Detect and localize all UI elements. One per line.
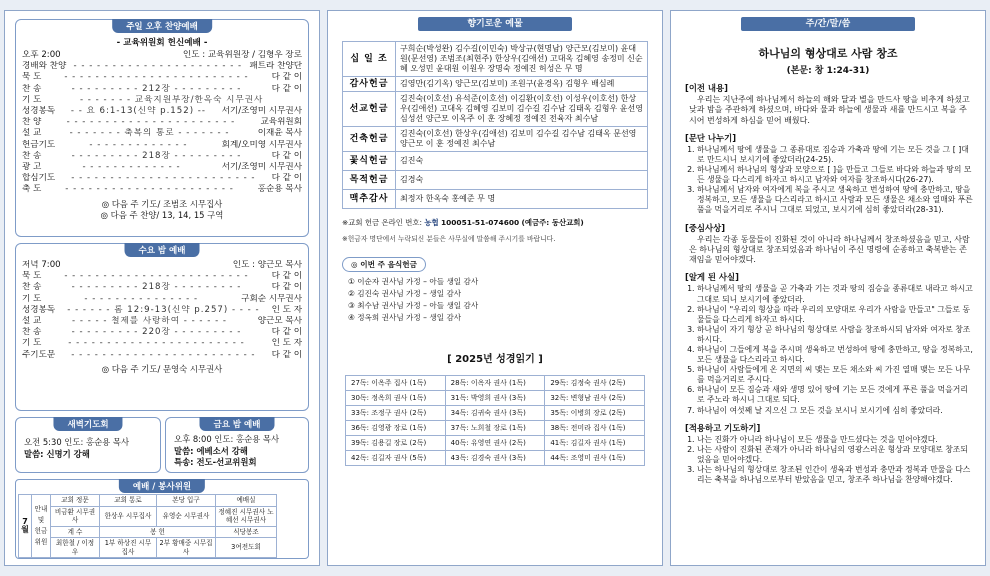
sunday-note-2: ◎ 다음 주 찬양/ 13, 14, 15 구역: [100, 210, 224, 221]
offering-row: 십 일 조 구희순(박성완) 김수길(이민숙) 박상규(현명남) 양근모(김보미) 윤대원(문선영) 조범조(최현주) 한상우(김애선) 고대옥 김혜영 송정미 신순혜 오성민 윤대원 이원우 장명숙 정예진 허성은 무 명: [343, 42, 648, 77]
order-line: 저녁 7:00 인도 : 양근모 목사: [22, 260, 302, 270]
entrance-volunteer: 유영순 시무권사: [157, 506, 216, 526]
sunday-order: [22, 50, 302, 195]
order-line: 찬 송 - - - - - - - - - 220장 - - - - - - - - - 다 같 이: [22, 327, 302, 338]
col-kitchen: 식당봉조: [216, 526, 277, 538]
meal-title: ◎ 이번 주 음식헌금: [342, 257, 426, 272]
friday-line-2: 말씀: 에베소서 강해: [174, 445, 248, 456]
meal-item: ② 김진숙 권사님 가정 – 생일 감사: [348, 289, 462, 298]
col-gate: 교회 정문: [51, 495, 100, 507]
order-line: 기 도 - - - - - - - - - - - - - - - 구회순 시무권사: [22, 293, 302, 304]
dawn-line-2: 말씀: 신명기 강해: [24, 449, 90, 459]
offerings-table: [342, 41, 648, 209]
meal-item: ③ 최수남 권사님 가정 – 아들 생일 감사: [348, 301, 479, 310]
sunday-note-1: ◎ 다음 주 기도/ 조범조 시무집사: [101, 199, 223, 210]
meal-item: ④ 정옥희 권사님 가정 – 생일 감사: [348, 313, 462, 322]
section-apply: [적용하고 기도하기]: [685, 422, 761, 433]
service-volunteers-title: 예배 / 봉사위원: [119, 479, 205, 493]
offerings-title: 향기로운 예물: [418, 17, 572, 31]
counting-volunteer: 최한철 / 이정우: [51, 538, 100, 558]
order-line: 찬 송 - - - - - - - - - 218장 - - - - - - - - - 다 같 이: [22, 150, 302, 161]
order-line: 합심기도 - - - - - - - - - - - - - - - - - - - - - - - - 다 같 이: [22, 173, 302, 184]
offering-row: 목적헌금 김경숙: [343, 171, 648, 190]
reading-row: 27독: 이옥주 집사 (1독) 28독: 이옥자 권사 (1독) 29독: 김정숙 권사 (2독): [346, 376, 645, 391]
offering-row: 감사헌금 김영만(김기옥) 양근모(김보미) 조원구(윤경옥) 김형우 배심례: [343, 77, 648, 92]
volunteers-table: [18, 494, 277, 558]
order-line: 축 도 - - - - - - - - - - - - - - - - - - - - - - 홍순용 목사: [22, 184, 302, 195]
kitchen-volunteer: 3여전도회: [216, 538, 277, 558]
order-line: 광 고 - - - - - - - - - - - - - 서기/조영미 시무권사: [22, 161, 302, 172]
service-volunteers-box: [15, 479, 309, 559]
offering-row: 맥추감사 최정자 한옥숙 홍예준 무 명: [343, 190, 648, 209]
reading-row: 36독: 김영광 장로 (1독) 37독: 노희철 장로 (1독) 38독: 전미라 집사 (1독): [346, 421, 645, 436]
sunday-service-box: [15, 19, 309, 237]
section-previous: [이전 내용]: [685, 83, 728, 93]
account-info: ※교회 헌금 온라인 번호: 농협 100051-51-074600 (예금주: 동산교회): [342, 218, 584, 227]
order-line: 주기도문 - - - - - - - - - - - - - - - - - - - - - - - - 다 같 이: [22, 349, 302, 360]
hall-volunteer: 한상우 시무집사: [100, 506, 157, 526]
list-item: 1. 하나님께서 땅의 생물을 곧 가축과 기는 것과 땅의 짐승을 종류대로 내라고 하시고 그대로 되니 보시기에 좋았더라.: [697, 284, 973, 304]
col-counting: 계 수: [51, 526, 100, 538]
wednesday-service-box: [15, 243, 309, 411]
order-line: 성경봉독 - - 요 6:1-13(신약 p.152) -- 서기/조영미 시무권사: [22, 105, 302, 116]
dawn-line-1: 오전 5:30 인도: 홍순용 목사: [24, 437, 130, 447]
weekly-word-header: 주/간/말/씀: [741, 17, 915, 31]
order-line: 오후 2:00 인도 : 교육위원장 / 김형우 장로: [22, 50, 302, 60]
central-text: 우리는 각종 동물들이 진화된 것이 아니라 하나님께서 창조하셨음을 믿고, 사람은 하나님의 형상대로 창조되었음과 하나님이 주신 명령에 순종하고 축복받는 존재임을 믿어야겠다.: [689, 234, 970, 265]
apply-list: [679, 435, 973, 485]
friday-line-3: 특송: 전도-선교위원회: [174, 457, 257, 467]
list-item: 2. 하나님이 "우리의 형상을 따라 우리의 모양대로 우리가 사람을 만들고" 그들로 동물들을 다스리게 하자고 하시다.: [697, 305, 973, 325]
facts-list: [679, 284, 973, 415]
right-panel: [670, 10, 986, 566]
order-line: 설 교 - - - - - - - 축복의 통로 - - - - - - - 이재윤 목사: [22, 128, 302, 139]
order-line: 설 교 - - - - - 철제를 사랑하여 - - - - - - 양근모 목사: [22, 315, 302, 326]
offering-row: 선교헌금 김진숙(이호선) 유석준(이호선) 이김환(이호선) 이성우(이호선) 한상우(김애선) 고대옥 김혜영 김보미 김수길 김수남 김태옥 김형우 윤선영 심성선 양근모 이옥주 이 훈 장혜정 정예진 전육자 최수남: [343, 92, 648, 127]
list-item: 1. 나는 진화가 아니라 하나님이 모든 생물을 만드셨다는 것을 믿어야겠다.: [697, 435, 973, 445]
list-item: 3. 나는 하나님의 형상대로 창조된 인간이 생육과 번성과 충만과 정복과 만물을 다스리는 축복을 하나님으로부터 받았음을 믿고, 창조주 하나님을 찬양해야겠다.: [697, 465, 973, 485]
friday-service-title: 금요 밤 예배: [200, 417, 275, 431]
order-line: 기 도 - - - - - - - 교육지원부장/한옥숙 시무권사: [22, 94, 264, 105]
wednesday-service-title: 수요 밤 예배: [125, 243, 200, 257]
col-hall: 교회 통로: [100, 495, 157, 507]
dawn-prayer-title: 새벽기도회: [53, 417, 122, 431]
col-chapel: 예배실: [216, 495, 277, 507]
section-central: [중심사상]: [685, 222, 726, 233]
list-item: 3. 하나님이 자기 형상 곧 하나님의 형상대로 사람을 창조하시되 남자와 여자로 창조하시다.: [697, 325, 973, 345]
list-item: 4. 하나님이 그들에게 복을 주시며 생육하고 번성하여 땅에 충만하고, 땅을 정복하고, 모든 생물을 다스리라고 하시다.: [697, 345, 973, 365]
paragraph-list: [679, 145, 973, 216]
wednesday-order: [22, 260, 302, 361]
order-line: 기 도 - - - - - - - - - - - - - - - - - - - - - - - 인 도 자: [22, 338, 302, 349]
col-entrance: 본당 입구: [157, 495, 216, 507]
gate-volunteer: 비금환 시무권사: [51, 506, 100, 526]
order-line: 묵 도 - - - - - - - - - - - - - - - - - - - - - - - - 다 같 이: [22, 271, 302, 282]
order-line: 묵 도 - - - - - - - - - - - - - - - - - - - - - - - - 다 같 이: [22, 72, 302, 83]
section-paragraphs: [문단 나누기]: [685, 132, 737, 143]
offering-note: ※헌금자 명단에서 누락되신 분들은 사무실에 말씀해 주시기를 바랍니다.: [342, 235, 556, 243]
friday-line-1: 오후 8:00 인도: 홍순용 목사: [174, 434, 280, 444]
order-line: 찬 송 - - - - - - - - - 218장 - - - - - - - - - 다 같 이: [22, 282, 302, 293]
dawn-prayer-box: [15, 417, 161, 473]
left-panel: [4, 10, 320, 566]
list-item: 7. 하나님이 여섯째 날 지으신 그 모든 것을 보시니 보시기에 심히 좋았더라.: [697, 406, 973, 416]
section-facts: [알게 된 사실]: [685, 272, 739, 283]
wednesday-note: ◎ 다음 주 기도/ 문영숙 시무권사: [101, 363, 223, 374]
list-item: 3. 하나님께서 남자와 여자에게 복을 주시고 생육하고 번성하여 땅에 충만하고, 땅을 정복하고, 모든 생물을 다스리라고 하시고 사람과 모든 생물은 채소와 열매와 푸른 풀을 먹을거리로 주시니 그대로 되었고, 보시기에 심히 좋았더라(28-31).: [697, 185, 973, 215]
middle-panel: [327, 10, 663, 566]
meal-item: ① 이순자 권사님 가정 – 아들 생일 감사: [348, 277, 479, 286]
sunday-service-title: 주일 오후 찬양예배: [112, 19, 212, 33]
list-item: 6. 하나님이 모든 짐승과 새와 생명 있어 땅에 기는 모든 것에게 푸른 풀을 먹을거리로 주노라 하시니 그대로 되다.: [697, 385, 973, 405]
reading-row: 42독: 김길자 권사 (5독) 43독: 김경숙 권사 (3독) 44독: 조영미 권사 (1독): [346, 451, 645, 466]
previous-text: 우리는 지난주에 하나님께서 하늘의 해와 달과 별을 만드사 땅을 비추게 하셨고 낮과 밤을 주관하게 하셨으며, 바다와 물과 하늘에 생물과 새를 만드시고 복을 주시어 번성하게 하심을 믿어 배웠다.: [689, 95, 970, 125]
list-item: 2. 나는 사람이 진화된 존재가 아니라 하나님의 영광스러운 형상과 모양대로 창조되었음을 믿어야겠다.: [697, 445, 973, 465]
list-item: 2. 하나님께서 하나님의 형상과 모양으로 [ ]을 만들고 그들로 바다와 하늘과 땅의 모든 생물을 다스리게 하자고 하시고 남자와 여자를 창조하시다(26-27).: [697, 165, 973, 185]
reading-row: 33독: 조정구 권사 (2독) 34독: 김귀숙 권사 (3독) 35독: 이병희 장로 (2독): [346, 406, 645, 421]
friday-service-box: [165, 417, 309, 473]
order-line: 찬 양 - - - - - - - - - - - - - - - - - - - - - - 교육위원회: [22, 117, 302, 128]
reading-row: 39독: 김용길 장로 (2독) 40독: 유영연 권사 (2독) 41독: 김길자 권사 (1독): [346, 436, 645, 451]
list-item: 5. 하나님이 사람들에게 온 지면의 씨 맺는 모든 채소와 씨 가진 열매 맺는 모든 나무를 먹을거리로 주시다.: [697, 365, 973, 385]
role-label: 안내 및 헌금 위원: [32, 495, 51, 558]
sunday-subtitle: - 교육위원회 헌신예배 -: [116, 38, 208, 48]
month-label: 7월: [19, 495, 32, 558]
reading-table: [345, 375, 645, 466]
offering-row: 꽃식헌금 김진숙: [343, 152, 648, 171]
offering-volunteer-2: 2부 황매중 시무집사: [157, 538, 216, 558]
reading-row: 30독: 정옥희 권사 (1독) 31독: 박영희 권사 (3독) 32독: 변형남 권사 (2독): [346, 391, 645, 406]
order-line: 경배와 찬양 - - - - - - - - - - - - - - - - - - - - - - 패트라 찬양단: [22, 61, 302, 72]
offering-row: 건축헌금 김진숙(이호선) 한상우(김애선) 김보미 김수길 김수남 김태옥 문선영 양근모 이 훈 정예진 최수남: [343, 127, 648, 152]
order-line: 찬 송 - - - - - - - - - 212장 - - - - - - - - - 다 같 이: [22, 83, 302, 94]
chapel-volunteer: 정혜진 시무권사 노혜선 시무권사: [216, 506, 277, 526]
reading-title: [ 2025년 성경읽기 ]: [447, 354, 543, 365]
col-offering: 봉 헌: [100, 526, 216, 538]
offering-volunteer-1: 1부 하상진 시무집사: [100, 538, 157, 558]
sermon-reference: (본문: 창 1:24-31): [786, 66, 870, 76]
order-line: 헌금기도 - - - - - - - - - - - - - 회계/오미영 시무권사: [22, 139, 302, 150]
sermon-title: 하나님의 형상대로 사람 창조: [758, 47, 898, 60]
meal-list: [348, 276, 648, 324]
list-item: 1. 하나님께서 땅에 생물을 그 종류대로 짐승과 가축과 땅에 기는 모든 것을 그 [ ]대로 만드시니 보시기에 좋았더라(24-25).: [697, 145, 973, 165]
order-line: 성경봉독 - - - - - - 롬 12:9-13(신약 p.257) - - - - 인 도 자: [22, 304, 302, 315]
